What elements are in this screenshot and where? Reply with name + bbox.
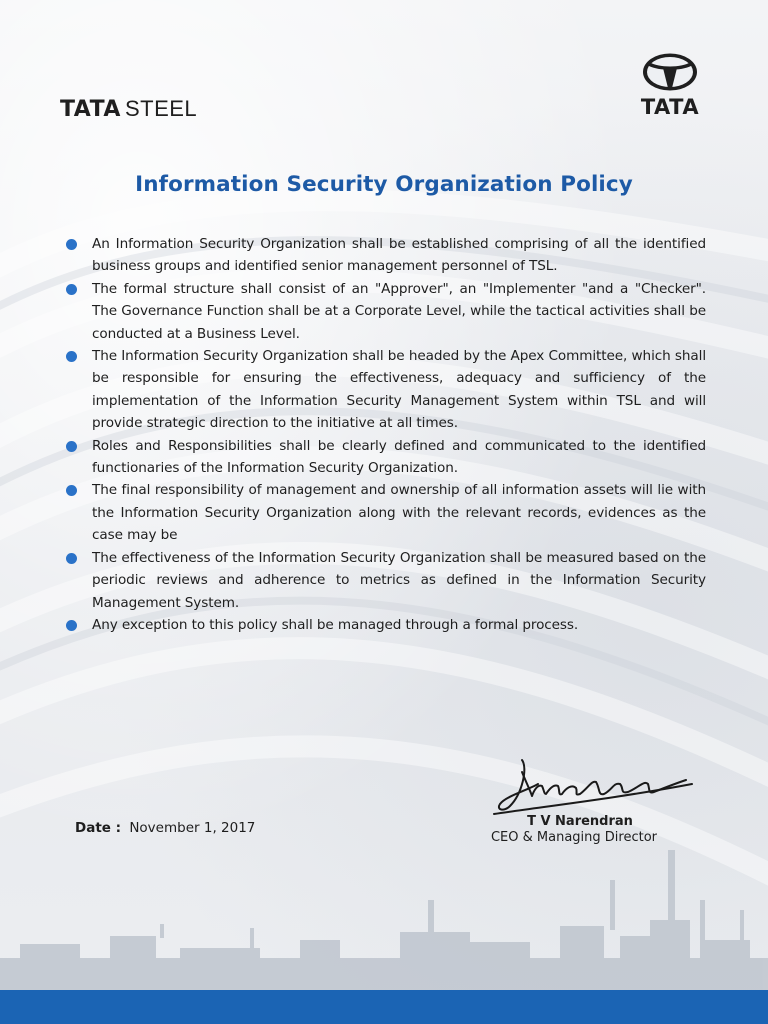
signature-image [488, 754, 698, 820]
policy-text: An Information Security Organization shall be established comprising of all the identified business groups and identified senior management personnel of TSL. [92, 236, 706, 275]
bullet-icon [66, 485, 77, 496]
bullet-icon [66, 239, 77, 250]
page-title: Information Security Organization Policy [135, 172, 633, 197]
date-line [75, 820, 255, 836]
tata-steel-logo [60, 96, 197, 126]
logo-brand-text: TATA [60, 97, 121, 122]
bullet-icon [66, 284, 77, 295]
tata-t-logo-icon [641, 52, 699, 92]
signatory-title: CEO & Managing Director [490, 830, 658, 845]
date-value: November 1, 2017 [129, 820, 256, 836]
policy-item [66, 435, 706, 480]
policy-text: Roles and Responsibilities shall be clearly defined and communicated to the identified functionaries of the Information Security Organization. [92, 437, 706, 477]
date-label: Date : [75, 820, 122, 836]
bullet-icon [66, 441, 77, 452]
signatory-name: T V Narendran [527, 814, 633, 829]
bullet-icon [66, 553, 77, 564]
policy-list [66, 233, 706, 636]
bullet-icon [66, 620, 77, 631]
logo-suffix-text: STEEL [124, 96, 198, 121]
policy-text: Any exception to this policy shall be managed through a formal process. [92, 616, 579, 633]
tata-group-logo [628, 52, 712, 122]
policy-text: The Information Security Organization shall be headed by the Apex Committee, which shall be responsible for ensuring the effectiveness, adequacy and sufficiency of the implementation of the Information Security Management System within TSL and will provide strategic direction to the initiative at all times. [92, 348, 706, 432]
policy-text: The effectiveness of the Information Security Organization shall be measured based on the periodic reviews and adherence to metrics as defined in the Information Security Management System. [92, 549, 706, 611]
policy-item [66, 614, 706, 636]
policy-item [66, 233, 706, 278]
policy-item [66, 345, 706, 435]
policy-item [66, 479, 706, 546]
footer-bar [0, 990, 768, 1024]
policy-text: The final responsibility of management and ownership of all information assets will lie with the Information Security Organization along with the relevant records, evidences as the case may be [92, 482, 706, 544]
tata-wordmark: TATA [640, 95, 700, 119]
bullet-icon [66, 351, 77, 362]
steel-plant-illustration [0, 840, 768, 990]
policy-text: The formal structure shall consist of an "Approver", an "Implementer "and a "Checker". The Governance Function shall be at a Corporate Level, while the tactical activities shall be conducted at a Business Level. [92, 280, 706, 342]
policy-item [66, 278, 706, 345]
policy-item [66, 547, 706, 614]
